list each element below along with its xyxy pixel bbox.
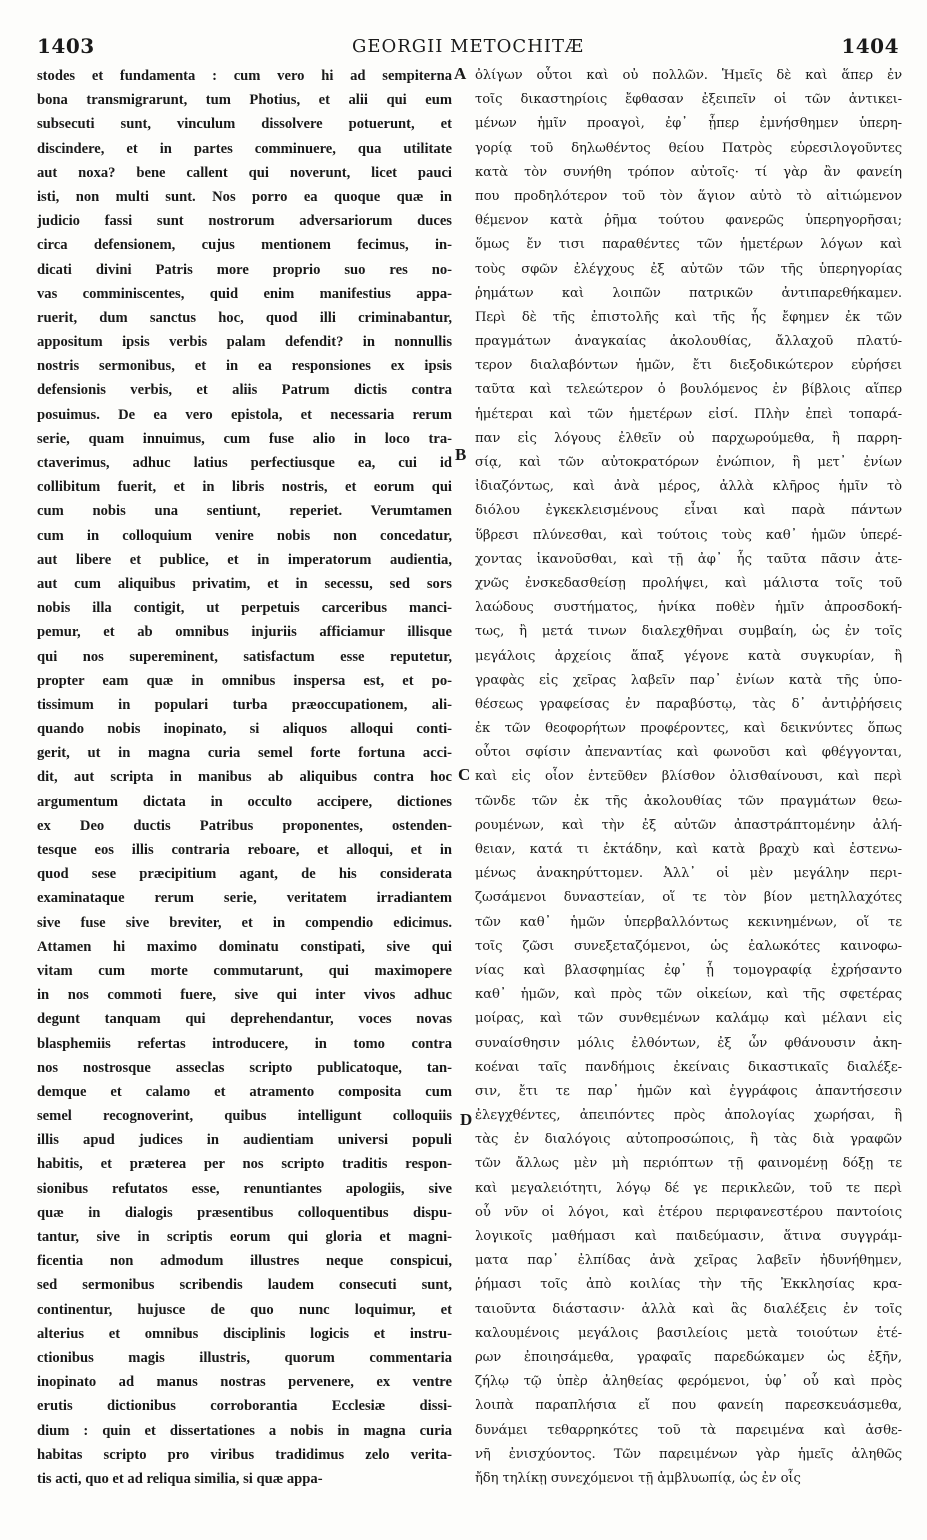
greek-text-line: γραφὰς εἰς χεῖρας λαβεῖν παρ᾽ ἐνίων κατὰ τῆς ὑπο- [475,672,902,688]
greek-text-line: θέμενον κατὰ ῥῆμα τούτου φανερῶς ὑπερηγορῆσαι; [475,213,902,229]
latin-text-line: ctionibus magis illustris, quorum commentaria [37,1349,452,1366]
greek-text-line: ἡμέτεραι καὶ τῶν ἡμετέρων εἰσί. Πλὴν ἐπεὶ τοπαρά- [475,406,902,422]
greek-text-line: ταιοῦντα διάστασιν· ἀλλὰ καὶ ἃς διαλέξεις ἐν τοῖς [475,1301,902,1317]
greek-text-line: ζωσάμενοι δυναστείαν, οἵ τε τὸν βίον μετηλλαχότες [475,890,902,906]
greek-text-line: μένων ἡμῖν προαγοὶ, ἐφ᾽ ᾗπερ ἐμνήσθημεν ὑπερη- [475,116,902,132]
latin-text-line: tesque eos illis contraria reboare, et alloqui, et in [37,842,452,858]
latin-text-line: stodes et fundamenta : cum vero hi ad sempiterna [37,68,452,84]
latin-text-line: judicio fassi sunt nostrorum adversariorum duces [37,213,452,230]
greek-text-line: ἐκ τῶν θεοφορήτων προφέροντες, καὶ δεικνύντες ὅπως [475,721,902,737]
latin-text-line: serie, quam innuimus, cum fuse alio in loco tra- [37,430,452,447]
greek-text-line: ζήλῳ τῷ ὑπὲρ ἀληθείας φερόμενοι, ὑφ᾽ οὗ καὶ πρὸς [475,1374,902,1390]
latin-text-line: sive fuse sive breviter, et in compendio edicimus. [37,914,452,931]
greek-text-line: τοῖς ζῶσι συνεξεταζόμενοι, ὡς ἐαλωκότες καινοφω- [475,938,902,954]
greek-text-line: πραγμάτων ἀναγκαίας ἀκολουθίας, ἄλλαχοῦ πλατύ- [475,334,902,350]
latin-text-line: aut libere et publice, et in imperatorum audientia, [37,551,452,568]
latin-text-line: alterius et omnibus disciplinis logicis et instru- [37,1325,452,1342]
greek-text-line: καὶ μεγαλειότητι, λόγῳ δέ γε περικλεῶν, τοῦ τε περὶ [475,1180,902,1196]
greek-column [475,64,902,1491]
latin-text-line: aut noxa? bene callent qui noverunt, licet pauci [37,164,452,181]
greek-text-line: χοντας ἱκανοῦσθαι, καὶ τῇ ἀφ᾽ ἧς ταῦτα πᾶσιν ἀτε- [475,551,902,567]
latin-text-line: dicati divini Patris more proprio suo res no- [37,261,452,278]
greek-text-line: σιν, ἔτι τε παρ᾽ ἡμῶν καὶ ἐγγράφοις ἀπαντήσεσιν [475,1083,902,1099]
latin-text-line: ruerit, dum sanctus hoc, quod illi criminabantur, [37,309,452,326]
greek-text-line: ὕβρεσι πλύνεσθαι, καὶ τούτοις τοὺς καθ᾽ ἡμῶν ὑπερέ- [475,527,902,543]
latin-text-line: bona transmigrarunt, tum Photius, et alii qui eum [37,92,452,109]
page-number-right: 1404 [841,34,899,58]
greek-text-line: ῥήμασι τοῖς ἀπὸ κοιλίας τὴν τῆς Ἐκκλησίας κρα- [475,1277,902,1293]
latin-text-line: degunt tanquam qui deprehendantur, voces novas [37,1011,452,1028]
greek-text-line: λογικοῖς μαθήμασι καὶ παιδεύμασιν, ἅτινα συγγράμ- [475,1229,902,1244]
greek-text-line: σίᾳ, καὶ τῶν αὐτοκρατόρων ἐνώπιον, ἢ μετ᾽ ἐνίων [475,455,902,470]
section-marker-a: A [454,64,467,83]
latin-text-line: dium : quin et dissertationes a nobis in magna curia [37,1422,452,1439]
latin-text-line: in nos commoti fuere, sive qui inter vivos adhuc [37,987,452,1004]
greek-text-line: τως, ἢ μετά τινων διαλεχθῆναι συμβαίη, ὡς ἐν τοῖς [475,624,902,640]
greek-text-line: τῶν καθ᾽ ἡμῶν ὑπερβαλλόντως κεκινημένων, οἵ τε [475,914,902,930]
latin-column [37,64,452,1491]
greek-text-line: τῶνδε τῶν ἐκ τῆς ἀκολουθίας τῶν πραγμάτων θεω- [475,793,902,809]
greek-text-line: τοὺς σφῶν ἐλέγχους ἐξ αὐτῶν τῶν τῆς ὑπερηγορίας [475,261,902,277]
greek-text-line: καθ᾽ ἡμῶν, καὶ πρὸς τῶν οἰκείων, καὶ τῆς σφετέρας [475,987,902,1003]
latin-text-line: vas comminiscentes, quid enim manifestius appa- [37,285,452,302]
greek-text-line: ἤδη τηλίκῃ συνεχόμενοι τῇ ἀμβλυωπίᾳ, ὡς ἐν οἷς [475,1470,801,1486]
latin-text-line: defensionis verbis, et aliis Patrum dictis contra [37,382,452,399]
greek-text-line: μεγάλοις ἀρχείοις ἅπαξ γέγονε κατὰ συγκυρίαν, ἢ [475,648,902,664]
latin-text-line: habitas scripto pro viribus tradidimus zelo verita- [37,1446,452,1463]
latin-text-line: nobis illa contigit, ut perpetuis carceribus manci- [37,600,452,617]
latin-text-line: tis acti, quo et ad reliqua similia, si quæ appa- [37,1470,323,1487]
latin-text-line: tantur, sive in scriptis eorum qui gloria et magni- [37,1229,452,1245]
greek-text-line: γορίᾳ τοῦ δηλωθέντος θείου Πατρὸς εὑρεσιλογοῦντες [475,140,902,156]
latin-text-line: vitam cum morte commutarunt, qui maximopere [37,962,452,979]
greek-text-line: που προδηλότερον τοῦ τὸν ἅγιον αὐτὸ τὸ αἰτιώμενον [475,188,902,204]
latin-text-line: tissimum in populari turba præoccupationem, ali- [37,696,452,713]
running-header [37,34,899,64]
latin-text-line: cum in colloquium venire nobis non concedatur, [37,527,452,544]
latin-text-line: nos nostrosque asseclas scripto publicatoque, tan- [37,1059,452,1076]
latin-text-line: inopinato ad manus nostras pervenere, ex ventre [37,1374,452,1391]
greek-text-line: μένως ἀνακηρύττομεν. Ἀλλ᾽ οἱ μὲν μεγάλην περι- [475,866,902,882]
greek-text-line: τοῖς δικαστηρίοις ἔφθασαν ἐξειπεῖν οἱ τῶν ἀντικει- [475,92,902,108]
greek-text-line: ρων ἐποιησάμεθα, γραφαῖς παρεδώκαμεν ὡς ἐξῆν, [475,1349,902,1365]
latin-text-line: dit, aut scripta in manibus ab aliquibus contra hoc [37,769,452,786]
greek-text-line: καλουμένοις μεγάλοις βασιλείοις μετὰ τοιούτων ἑτέ- [475,1325,902,1341]
latin-text-line: quod sese præcipitium agant, de his considerata [37,866,452,883]
greek-text-line: ἐλεγχθέντες, ἀπειπόντες πρὸς ἀπολογίας χωρήσαι, ἢ [475,1108,902,1124]
greek-text-line: κατὰ τὸν συνήθη τρόπον αὐτοῖς· τί γὰρ ἂν φανείη [475,164,902,180]
latin-text-line: demque et calamo et atramento composita cum [37,1083,452,1100]
page-number-left: 1403 [37,34,95,58]
latin-text-line: pemur, et ab omnibus injuriis afficiamur illisque [37,624,452,641]
greek-text-line: κοέναι ταῖς πανδήμοις ἐκείναις δικαστικαῖς διαλέξε- [475,1059,902,1075]
latin-text-line: isti, non multi sunt. Nos porro ea quoque quæ in [37,188,452,205]
section-marker-b: B [455,445,467,464]
latin-text-line: nostris sermonibus, et in ea responsiones ex ipsis [37,358,452,375]
greek-text-line: μοίρας, καὶ τῶν συνθεμένων καλάμῳ καὶ μέλανι εἰς [475,1011,902,1027]
latin-text-line: ex Deo ductis Patribus proponentes, ostenden- [37,817,452,834]
latin-text-line: qui nos supereminent, satisfactum esse reputetur, [37,648,452,665]
greek-text-line: συναίσθησιν μόλις ἐλθόντων, ἐξ ὧν φθάνουσιν ἀκη- [475,1035,902,1051]
latin-text-line: cum nobis una sentiunt, reperiet. Verumtamen [37,503,452,520]
latin-text-line: continentur, hujusce de quo nunc loquimur, et [37,1301,452,1318]
greek-text-line: χνῶς ἐνσκεδασθείσῃ προλήψει, καὶ μάλιστα τοῖς τοῦ [475,575,902,591]
greek-text-line: τὰς ἐν διαλόγοις αὐτοπροσώποις, ἢ τὰς διὰ γραφῶν [475,1132,902,1148]
greek-text-line: οὗ νῦν οἱ λόγοι, καὶ ἑτέρου περιφανεστέρου παντοίοις [475,1204,902,1220]
latin-text-line: aut cum aliquibus privatim, et in secessu, sed sors [37,575,452,592]
section-marker-d: D [460,1110,473,1129]
latin-text-line: semel recognoverint, quibus intelligunt colloquiis [37,1108,452,1125]
greek-text-line: τῶν ἄλλως μὲν μὴ περιόπτων τῇ φαινομένῃ δόξῃ τε [475,1156,902,1172]
greek-text-line: νίας καὶ βλασφημίας ἐφ᾽ ᾗ τομογραφίᾳ ἐχρήσαντο [475,962,902,978]
latin-text-line: quando nobis inopinato, si aliquos alloqui conti- [37,721,452,738]
greek-text-line: τερον διαλαβόντων ἡμῶν, ἔτι διεξοδικώτερον εὑρήσει [475,358,902,374]
greek-text-line: οὗτοι σφίσιν ἀπεναντίας καὶ φωνοῦσι καὶ φθέγγονται, [475,745,902,761]
latin-text-line: gerit, ut in magna curia semel forte fortuna acci- [37,745,452,762]
greek-text-line: λαώδους συστήματος, ἡνίκα ποθὲν ἡμῖν ἀπροσδοκή- [475,600,902,616]
latin-text-line: circa defensionem, cujus mentionem fecimus, in- [37,237,452,254]
greek-text-line: λοιπὰ παραπλήσια εἴ που φανείη παρεσκευάσμεθα, [475,1398,902,1414]
latin-text-line: sionibus refutatos esse, renuntiantes apologiis, sive [37,1180,452,1197]
latin-text-line: sed sermonibus scribendis laudem consecuti sunt, [37,1277,452,1294]
greek-text-line: ρουμένων, καὶ τὴν ἐξ αὐτῶν ἀπαστράπτομένην ἀλή- [475,817,902,833]
latin-text-line: posuimus. De ea vero epistola, et necessaria rerum [37,406,452,423]
latin-text-line: habitis, et præterea per nos scripto traditis respon- [37,1156,452,1173]
running-title: GEORGII METOCHITÆ [351,36,585,57]
latin-text-line: Attamen hi maximo dominatu constipati, sive qui [37,938,452,955]
latin-text-line: illis apud judices in audientiam universi populi [37,1132,452,1149]
greek-text-line: ῥημάτων καὶ λοιπῶν πατρικῶν ἀντιπαρεθήκαμεν. [475,285,902,301]
latin-text-line: collibitum fuerit, et in libris nostris, et eorum qui [37,479,452,496]
greek-text-line: ματα παρ᾽ ἐλπίδας ἀνὰ χεῖρας λαβεῖν ἠδυνήθημεν, [475,1253,902,1269]
latin-text-line: erutis dictionibus corroborantia Ecclesiæ dissi- [37,1398,452,1415]
latin-text-line: ctaverimus, adhuc latius perfectiusque ea, cui id [37,455,452,471]
greek-text-line: καὶ εἰς οἷον ἐντεῦθεν βλίσθον ὀλισθαίνουσι, καὶ περὶ [475,769,902,785]
latin-text-line: blasphemiis refertas introducere, in tomo contra [37,1035,452,1052]
latin-text-line: discindere, et in partes comminuere, qua utilitate [37,140,452,157]
greek-text-line: ὀλίγων οὗτοι καὶ οὐ πολλῶν. Ἡμεῖς δὲ καὶ ἅπερ ἐν [475,68,902,83]
greek-text-line: νῆ ἐνισχύοντος. Τῶν παρειμένων γὰρ ἡμεῖς ἀληθῶς [475,1446,902,1462]
greek-text-line: παν εἰς λόγους ἐλθεῖν οὐ παρχωρούμεθα, ἢ παρρη- [475,430,902,446]
section-marker-c: C [458,765,471,784]
latin-text-line: propter eam quæ in omnibus inspersa est, et po- [37,672,452,689]
greek-text-line: ἰδιαζόντως, καὶ ἀνὰ μέρος, ἀλλὰ κλῆρος ἡμῖν τὸ [475,479,902,495]
greek-text-line: ὅμως ἔν τισι παραθέντες τῶν ἡμετέρων λόγων καὶ [475,237,902,253]
greek-text-line: Περὶ δὲ τῆς ἐπιστολῆς καὶ τῆς ἧς ἔφημεν ἐκ τῶν [475,309,902,325]
greek-text-line: θέσεως γραφείσας ἐν παραβύστῳ, τὰς δ᾽ ἀντιῤῥήσεις [475,696,902,712]
latin-text-line: ficentia non admodum illustres neque conspicui, [37,1253,452,1270]
greek-text-line: δυνάμει τεθαρρηκότες τοῦ τὰ παρειμένα καὶ ἀσθε- [475,1422,902,1438]
greek-text-line: διόλου ἐγκεκλεισμένους εἶναι καὶ παρὰ πάντων [475,503,902,519]
latin-text-line: quæ in dialogis præsentibus colloquentibus dispu- [37,1204,452,1221]
latin-text-line: subsecuti sunt, vinculum dissolvere potuerunt, et [37,116,452,133]
latin-text-line: appositum ipsis verbis palam defendit? in nonnullis [37,334,452,351]
greek-text-line: ταῦτα καὶ τελεώτερον ὁ βουλόμενος ἐν βίβλοις αἵπερ [475,382,902,398]
latin-text-line: examinataque rerum serie, veritatem irradiantem [37,890,452,907]
latin-text-line: argumentum dictata in occulto accipere, dictiones [37,793,452,810]
greek-text-line: θειαν, κατά τι ἐκτάδην, καὶ κατὰ βραχὺ καὶ ἐστενω- [475,842,902,857]
